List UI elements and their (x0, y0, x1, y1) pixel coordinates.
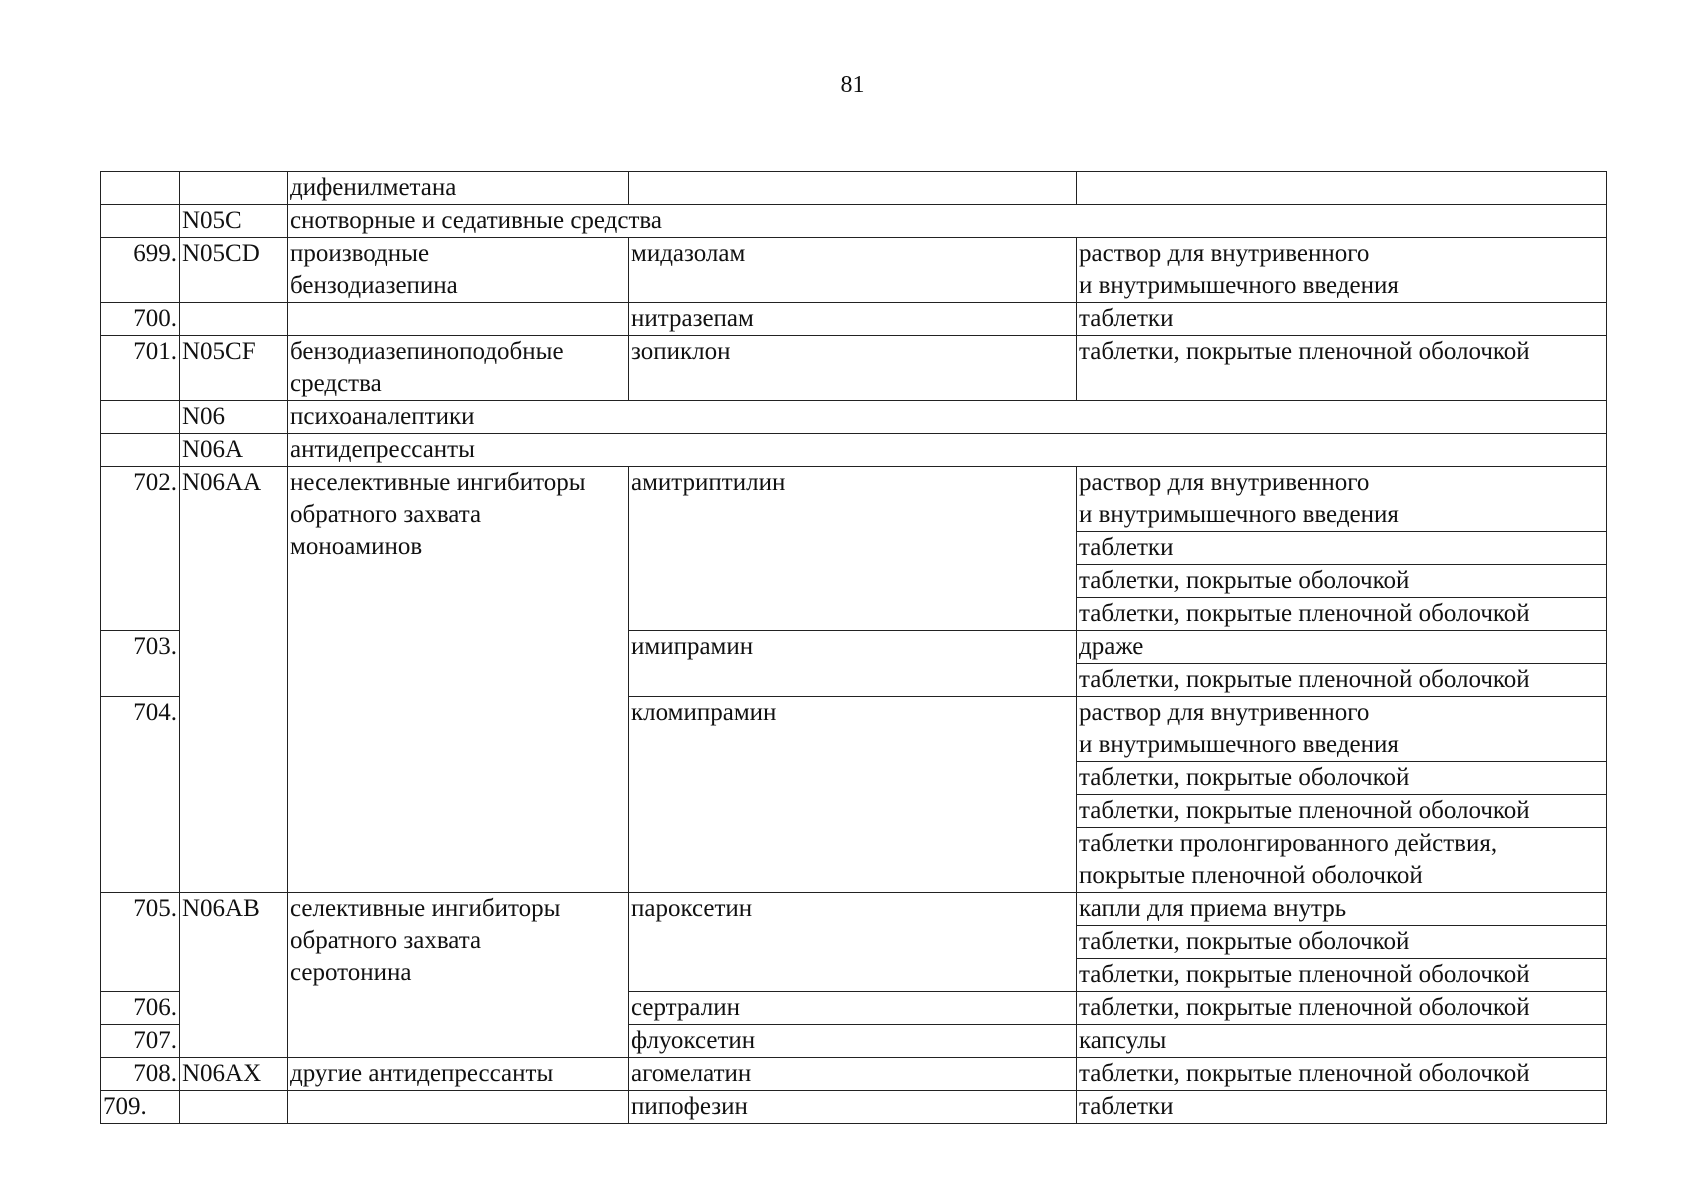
atc-code-cell (180, 1091, 288, 1124)
drug-cell: нитразепам (629, 303, 1077, 336)
form-cell: капсулы (1077, 1025, 1607, 1058)
group-line: бензодиазепиноподобные (290, 338, 564, 365)
group-cell: антидепрессанты (288, 434, 1607, 467)
atc-code-cell: N05CD (180, 238, 288, 303)
form-line: и внутримышечного введения (1079, 501, 1399, 528)
drug-cell: пароксетин (629, 893, 1077, 992)
number-cell: 704. (101, 697, 180, 893)
page-number: 81 (840, 72, 865, 98)
atc-code-cell: N06A (180, 434, 288, 467)
group-cell: дифенилметана (288, 172, 629, 205)
drug-cell: пипофезин (629, 1091, 1077, 1124)
table-row (101, 401, 1607, 434)
drug-cell: имипрамин (629, 631, 1077, 697)
drug-cell: агомелатин (629, 1058, 1077, 1091)
group-cell (288, 893, 629, 1058)
group-line: серотонина (290, 959, 412, 986)
group-cell (288, 467, 629, 893)
group-line: обратного захвата (290, 927, 482, 954)
form-cell (1077, 697, 1607, 762)
group-line: селективные ингибиторы (290, 895, 561, 922)
table-row (101, 238, 1607, 303)
form-line: раствор для внутривенного (1079, 469, 1370, 496)
group-cell: психоаналептики (288, 401, 1607, 434)
form-cell: таблетки (1077, 303, 1607, 336)
number-cell (101, 401, 180, 434)
number-cell: 709. (101, 1091, 180, 1124)
group-line: моноаминов (290, 533, 423, 560)
form-cell: таблетки, покрытые пленочной оболочкой (1077, 1058, 1607, 1091)
drug-cell (629, 172, 1077, 205)
form-cell (1077, 238, 1607, 303)
table-row (101, 1058, 1607, 1091)
number-cell: 700. (101, 303, 180, 336)
form-line: и внутримышечного введения (1079, 731, 1399, 758)
number-cell: 706. (101, 992, 180, 1025)
table-row (101, 303, 1607, 336)
form-cell: таблетки, покрытые оболочкой (1077, 565, 1607, 598)
form-line: раствор для внутривенного (1079, 240, 1370, 267)
number-cell (101, 434, 180, 467)
medicines-table (100, 171, 1607, 1124)
table-row (101, 1091, 1607, 1124)
table-row (101, 336, 1607, 401)
atc-code-cell: N05CF (180, 336, 288, 401)
group-line: обратного захвата (290, 501, 482, 528)
form-cell: капли для приема внутрь (1077, 893, 1607, 926)
drug-cell: флуоксетин (629, 1025, 1077, 1058)
number-cell: 703. (101, 631, 180, 697)
group-cell (288, 303, 629, 336)
number-cell (101, 205, 180, 238)
number-cell (101, 172, 180, 205)
table-row (101, 434, 1607, 467)
atc-code-cell (180, 172, 288, 205)
form-cell (1077, 467, 1607, 532)
table-row (101, 893, 1607, 926)
form-cell: таблетки (1077, 1091, 1607, 1124)
atc-code-cell: N06AB (180, 893, 288, 1058)
atc-code-cell: N05C (180, 205, 288, 238)
number-cell: 702. (101, 467, 180, 631)
number-cell: 701. (101, 336, 180, 401)
atc-code-cell (180, 303, 288, 336)
form-cell (1077, 172, 1607, 205)
drug-cell: зопиклон (629, 336, 1077, 401)
number-cell: 705. (101, 893, 180, 992)
group-cell (288, 336, 629, 401)
form-cell: таблетки, покрытые оболочкой (1077, 926, 1607, 959)
group-cell (288, 1091, 629, 1124)
form-line: и внутримышечного введения (1079, 272, 1399, 299)
number-cell: 707. (101, 1025, 180, 1058)
number-cell: 708. (101, 1058, 180, 1091)
form-line: таблетки пролонгированного действия, (1079, 830, 1498, 857)
table-row (101, 172, 1607, 205)
form-cell: драже (1077, 631, 1607, 664)
form-cell: таблетки, покрытые пленочной оболочкой (1077, 336, 1607, 401)
form-line: раствор для внутривенного (1079, 699, 1370, 726)
number-cell: 699. (101, 238, 180, 303)
drug-cell: амитриптилин (629, 467, 1077, 631)
form-cell: таблетки, покрытые пленочной оболочкой (1077, 598, 1607, 631)
form-cell (1077, 828, 1607, 893)
atc-code-cell: N06AX (180, 1058, 288, 1091)
form-cell: таблетки, покрытые пленочной оболочкой (1077, 664, 1607, 697)
group-cell: другие антидепрессанты (288, 1058, 629, 1091)
group-line: неселективные ингибиторы (290, 469, 586, 496)
group-line: средства (290, 370, 382, 397)
group-cell: снотворные и седативные средства (288, 205, 1607, 238)
form-cell: таблетки, покрытые пленочной оболочкой (1077, 992, 1607, 1025)
group-cell (288, 238, 629, 303)
atc-code-cell: N06 (180, 401, 288, 434)
form-cell: таблетки (1077, 532, 1607, 565)
drug-cell: сертралин (629, 992, 1077, 1025)
group-line: производные (290, 240, 430, 267)
form-line: покрытые пленочной оболочкой (1079, 862, 1423, 889)
table-row (101, 467, 1607, 532)
drug-cell: мидазолам (629, 238, 1077, 303)
table-row (101, 205, 1607, 238)
group-line: бензодиазепина (290, 272, 458, 299)
form-cell: таблетки, покрытые пленочной оболочкой (1077, 795, 1607, 828)
atc-code-cell: N06AA (180, 467, 288, 893)
form-cell: таблетки, покрытые пленочной оболочкой (1077, 959, 1607, 992)
form-cell: таблетки, покрытые оболочкой (1077, 762, 1607, 795)
drug-cell: кломипрамин (629, 697, 1077, 893)
